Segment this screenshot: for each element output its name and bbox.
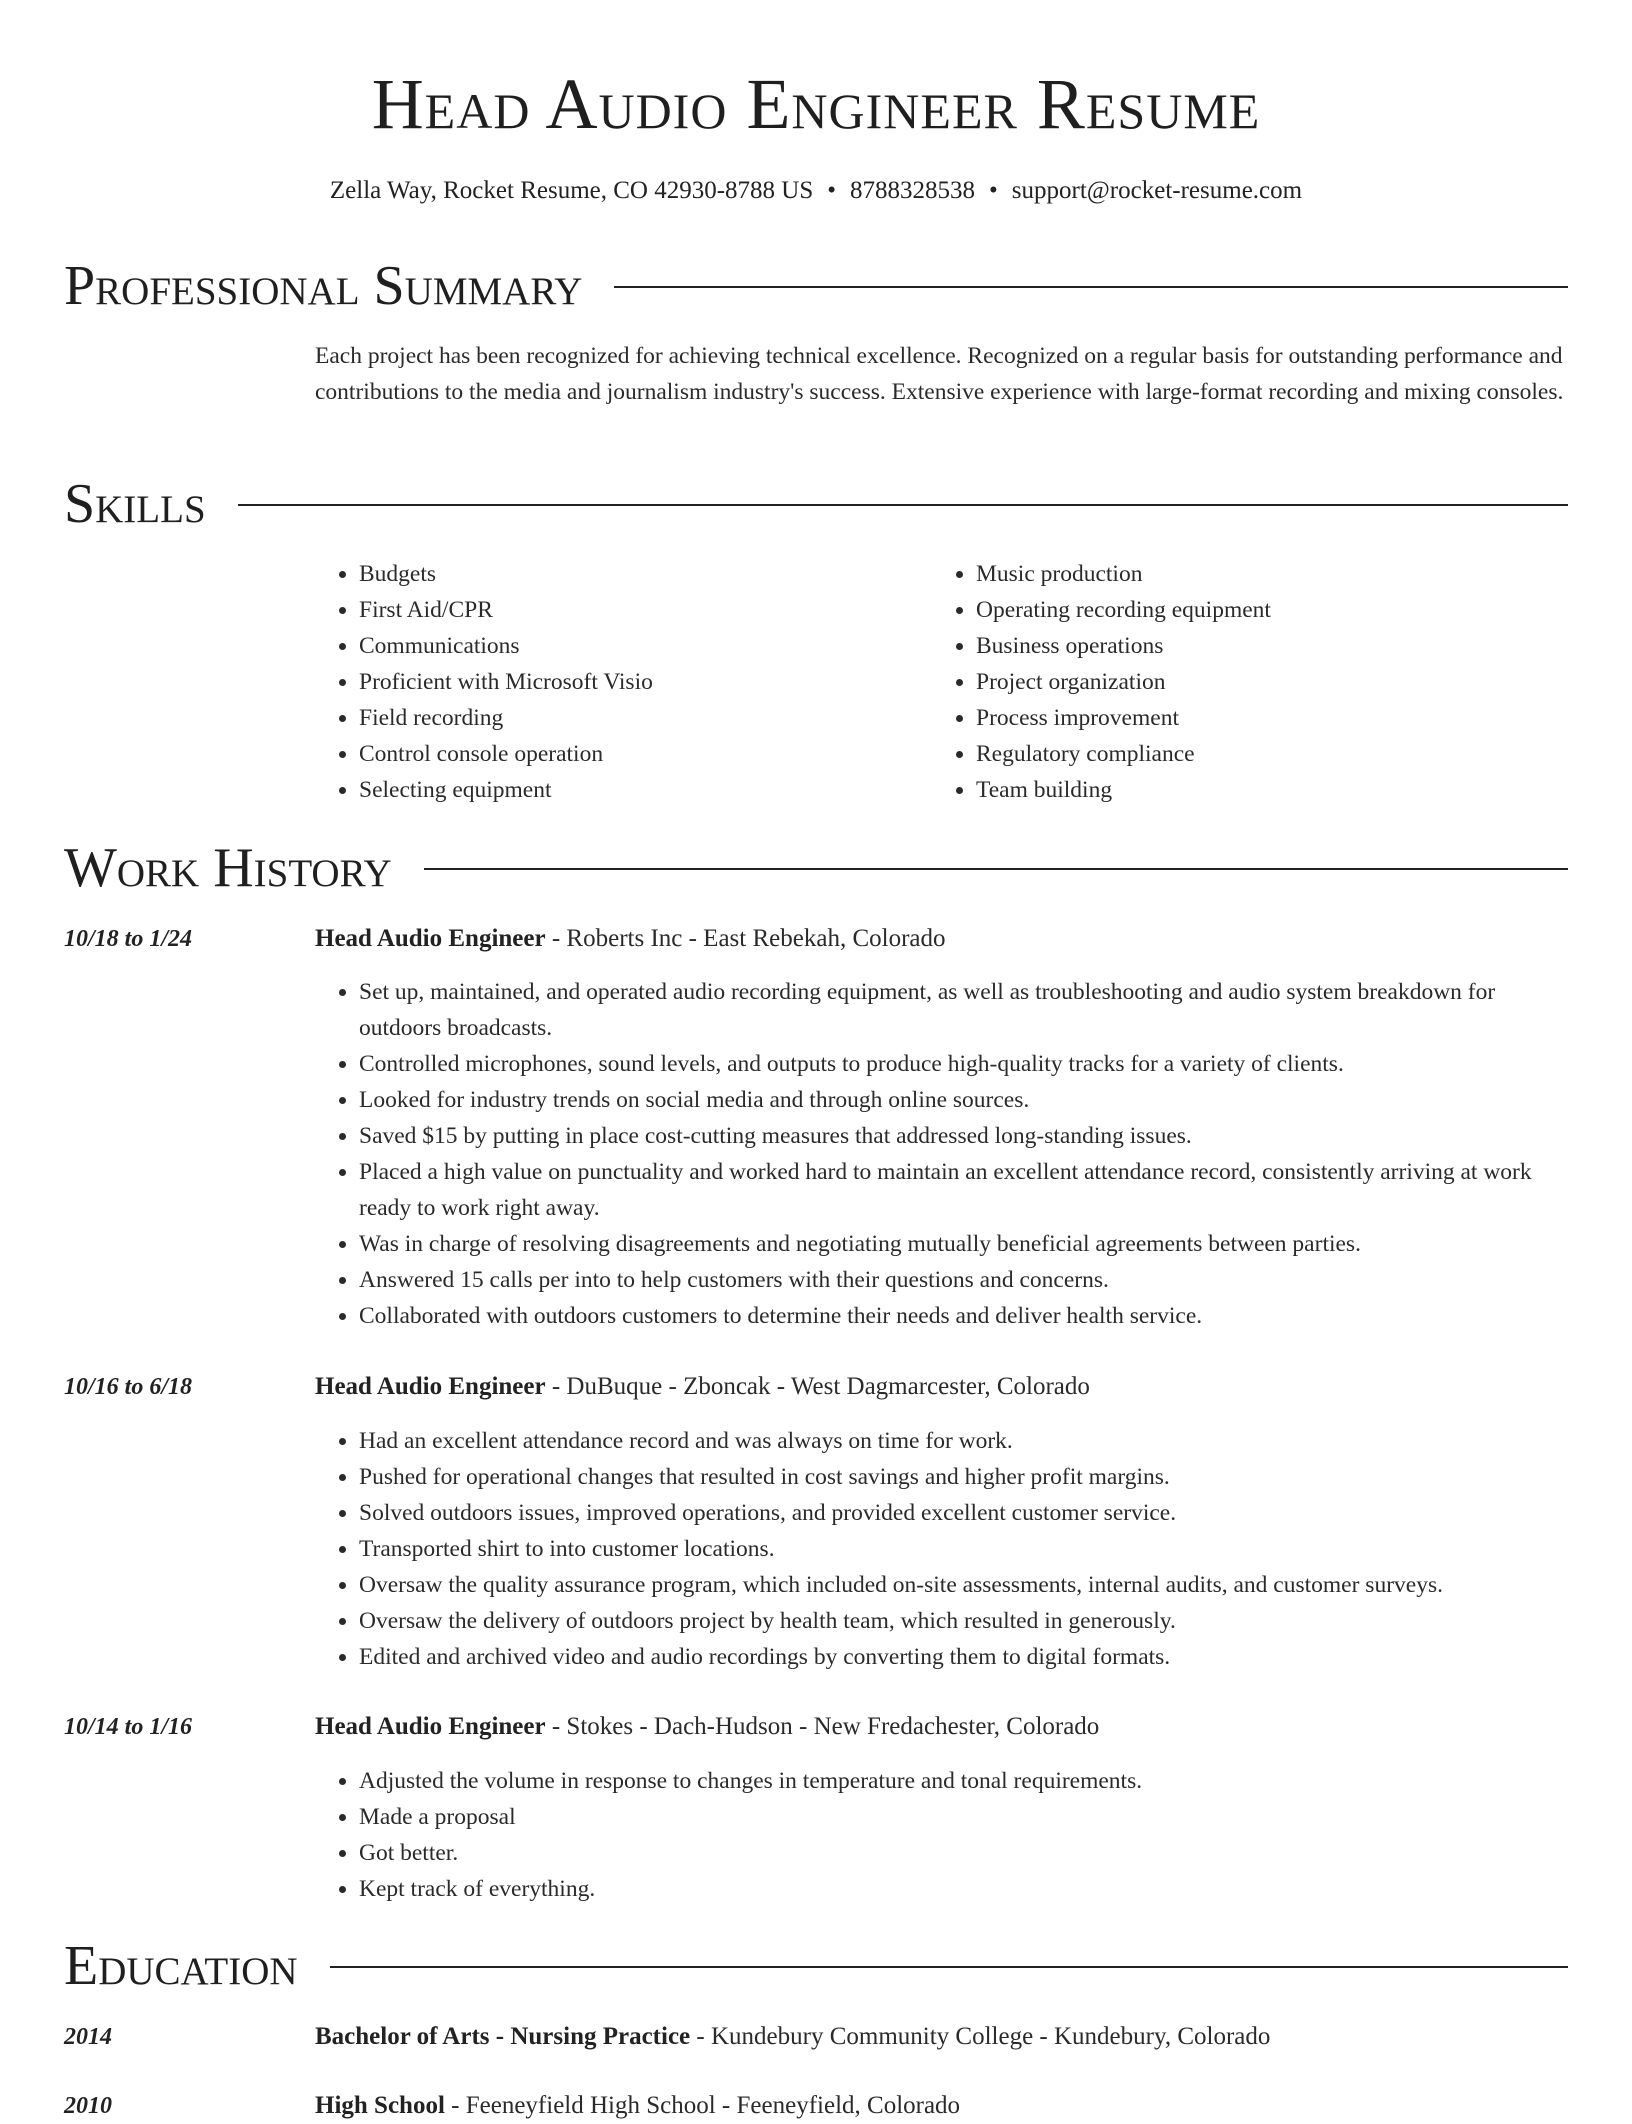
job-bullet: • Kept track of everything. [359,1871,1568,1907]
skill-item: • Business operations [976,628,1532,664]
skill-item: • Communications [359,628,915,664]
job-dates: 10/14 to 1/16 [64,1714,193,1740]
skill-item: • Music production [976,556,1532,592]
skills-section-header [64,472,1568,536]
contact-line [0,174,1632,208]
job-title: Head Audio Engineer [315,1373,546,1400]
work-heading: Work History [64,837,392,899]
education-section-header [64,1934,1568,1998]
education-degree: High School [315,2092,445,2119]
contact-phone: 8788328538 [850,177,976,204]
job-bullet: • Oversaw the quality assurance program, which included on-site assessments, internal audits, and customer surveys. [359,1567,1568,1603]
job-bullet: • Had an excellent attendance record and was always on time for work. [359,1423,1568,1459]
job-bullet: • Oversaw the delivery of outdoors project by health team, which resulted in generously. [359,1603,1568,1639]
skill-item: • Regulatory compliance [976,736,1532,772]
contact-separator: • [989,177,998,204]
job-bullets [315,1763,1568,1907]
skills-list-left [315,556,915,808]
job-bullet: • Got better. [359,1835,1568,1871]
contact-separator: • [827,177,837,204]
education-entry [315,2088,1565,2124]
section-divider [330,1966,1568,1968]
job-bullet: • Saved $15 by putting in place cost-cutting measures that addressed long-standing issues. [359,1118,1568,1154]
summary-heading: Professional Summary [64,255,583,317]
section-divider [238,504,1568,506]
skill-item: • Selecting equipment [359,772,915,808]
job-bullet: • Transported shirt to into customer locations. [359,1531,1568,1567]
skill-item: • Project organization [976,664,1532,700]
skills-list-right [932,556,1532,808]
resume-title: Head Audio Engineer Resume [371,64,1261,144]
education-year: 2014 [64,2024,112,2050]
job-bullet: • Pushed for operational changes that resulted in cost savings and higher profit margins. [359,1459,1568,1495]
education-year: 2010 [64,2093,112,2119]
job-details: - DuBuque - Zboncak - West Dagmarcester, Colorado [545,1373,1090,1400]
skill-item: • Proficient with Microsoft Visio [359,664,915,700]
education-entry [315,2019,1565,2055]
education-details: - Feeneyfield High School - Feeneyfield, Colorado [444,2092,961,2119]
job-dates: 10/18 to 1/24 [64,926,193,952]
education-degree: Bachelor of Arts - Nursing Practice [315,2023,691,2050]
job-bullet: • Adjusted the volume in response to changes in temperature and tonal requirements. [359,1763,1568,1799]
skill-item: • Operating recording equipment [976,592,1532,628]
job-bullet: • Made a proposal [359,1799,1568,1835]
summary-text: Each project has been recognized for achieving technical excellence. Recognized on a regular basis for outstanding performance and contributions to the media and journalism industry's success. Extensive experience with large-format recording and mixing consoles. [315,343,1564,405]
section-divider [614,286,1568,288]
job-dates: 10/16 to 6/18 [64,1374,193,1400]
job-details: - Stokes - Dach-Hudson - New Fredachester, Colorado [545,1713,1100,1740]
summary-section-header [64,254,1568,318]
contact-address: Zella Way, Rocket Resume, CO 42930-8788 US [329,177,814,204]
education-details: - Kundebury Community College - Kundebury, Colorado [690,2023,1271,2050]
job-title: Head Audio Engineer [315,1713,546,1740]
education-heading: Education [64,1935,298,1997]
section-divider [424,868,1568,870]
job-bullet: • Controlled microphones, sound levels, and outputs to produce high-quality tracks for a variety of clients. [359,1046,1568,1082]
job-bullet: • Answered 15 calls per into to help customers with their questions and concerns. [359,1262,1568,1298]
work-section-header [64,836,1568,900]
skill-item: • Team building [976,772,1532,808]
job-bullet: • Edited and archived video and audio recordings by converting them to digital formats. [359,1639,1568,1675]
job-bullets [315,974,1568,1334]
skill-item: • First Aid/CPR [359,592,915,628]
job-bullets [315,1423,1568,1675]
job-bullet: • Looked for industry trends on social media and through online sources. [359,1082,1568,1118]
job-header [315,1709,1565,1745]
job-bullet: • Collaborated with outdoors customers to determine their needs and deliver health service. [359,1298,1568,1334]
skills-heading: Skills [64,473,206,535]
skill-item: • Budgets [359,556,915,592]
skill-item: • Control console operation [359,736,915,772]
job-header [315,1369,1565,1405]
contact-email[interactable]: support@rocket-resume.com [1011,177,1303,204]
job-bullet: • Placed a high value on punctuality and worked hard to maintain an excellent attendance record, consistently arriving at work ready to work right away. [359,1154,1568,1226]
job-bullet: • Was in charge of resolving disagreements and negotiating mutually beneficial agreements between parties. [359,1226,1568,1262]
job-bullet: • Set up, maintained, and operated audio recording equipment, as well as troubleshooting and audio system breakdown for outdoors broadcasts. [359,974,1568,1046]
job-header [315,921,1565,957]
skill-item: • Field recording [359,700,915,736]
job-details: - Roberts Inc - East Rebekah, Colorado [545,925,946,952]
skill-item: • Process improvement [976,700,1532,736]
job-bullet: • Solved outdoors issues, improved operations, and provided excellent customer service. [359,1495,1568,1531]
job-title: Head Audio Engineer [315,925,546,952]
